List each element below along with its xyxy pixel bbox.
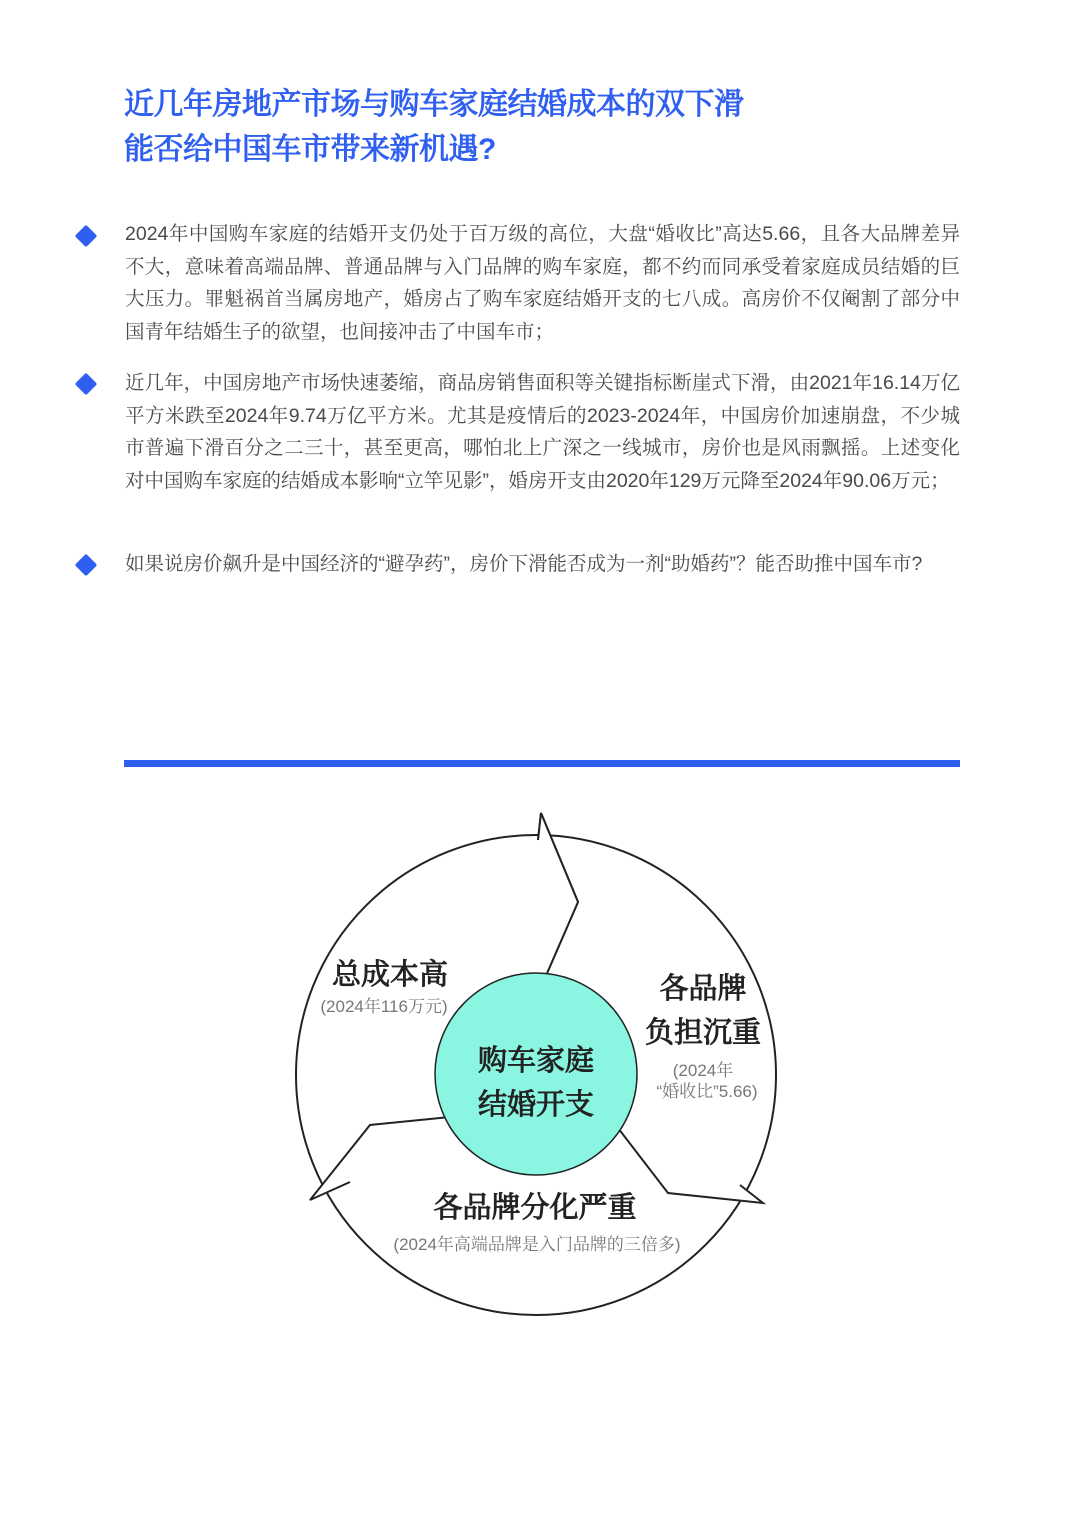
- page-title: [124, 82, 984, 172]
- bullet-text-1: 2024年中国购车家庭的结婚开支仍处于百万级的高位，大盘“婚收比”高达5.66，且各大品牌差异不大，意味着高端品牌、普通品牌与入门品牌的购车家庭，都不约而同承受着家庭成员结婚的巨大压力。罪魁祸首当属房地产，婚房占了购车家庭结婚开支的七八成。高房价不仅阉割了部分中国青年结婚生子的欲望，也间接冲击了中国车市；: [125, 223, 960, 343]
- bottom-label-title: 各品牌分化严重: [433, 1192, 637, 1224]
- right-label-title-2: 负担沉重: [644, 1017, 762, 1049]
- cycle-diagram: [0, 790, 1080, 1350]
- left-label-title: 总成本高: [331, 959, 449, 991]
- right-label-note-2: “婚收比”5.66): [656, 1082, 758, 1101]
- right-label-note-1: (2024年: [672, 1061, 734, 1080]
- title-line-2: 能否给中国车市带来新机遇?: [124, 133, 496, 166]
- diamond-bullet-icon: [75, 373, 98, 396]
- diamond-bullet-icon: [75, 225, 98, 248]
- diamond-bullet-icon: [75, 554, 98, 577]
- bullet-text-3: 如果说房价飙升是中国经济的“避孕药”，房价下滑能否成为一剂“助婚药”？能否助推中国车市?: [125, 553, 923, 575]
- bottom-label-note: (2024年高端品牌是入门品牌的三倍多): [393, 1235, 681, 1254]
- center-label-line-1: 购车家庭: [477, 1045, 595, 1077]
- bullet-text-2: 近几年，中国房地产市场快速萎缩，商品房销售面积等关键指标断崖式下滑，由2021年16.14万亿平方米跌至2024年9.74万亿平方米。尤其是疫情后的2023-2024年，中国房价加速崩盘，不少城市普遍下滑百分之二三十，甚至更高，哪怕北上广深之一线城市，房价也是风雨飘摇。上述变化对中国购车家庭的结婚成本影响“立竿见影”，婚房开支由2020年129万元降至2024年90.06万元；: [125, 372, 960, 492]
- center-label-line-2: 结婚开支: [477, 1089, 595, 1121]
- title-line-1: 近几年房地产市场与购车家庭结婚成本的双下滑: [124, 88, 744, 121]
- right-label-title-1: 各品牌: [659, 973, 747, 1005]
- left-label-note: (2024年116万元): [320, 997, 448, 1016]
- section-divider: [124, 760, 960, 767]
